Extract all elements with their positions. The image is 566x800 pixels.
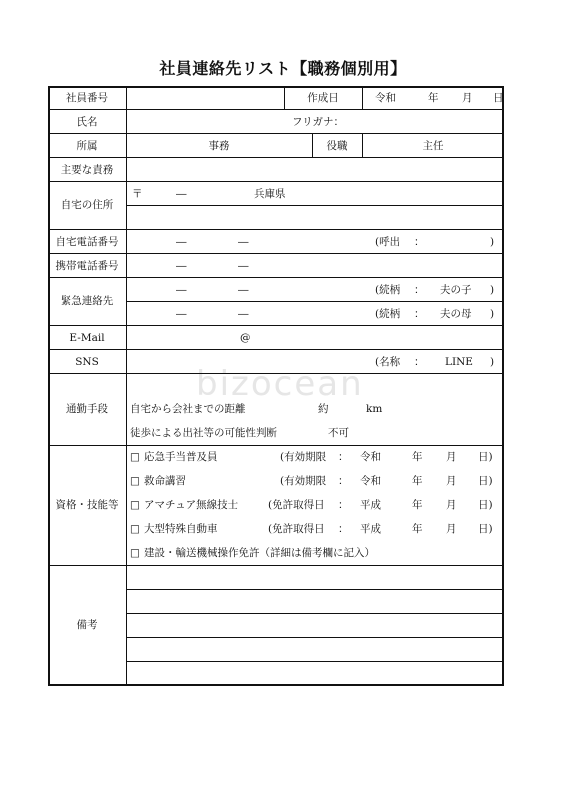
- qualification-era: 令和: [360, 475, 381, 487]
- qualification-kind: (有効期限: [280, 475, 327, 487]
- email-label: E-Mail: [69, 332, 105, 344]
- created-month: 月: [462, 92, 473, 104]
- home-phone-label: 自宅電話番号: [55, 236, 119, 248]
- department-value: 事務: [208, 140, 230, 152]
- qualification-month: 月: [446, 523, 457, 535]
- contact-form-table: [48, 86, 504, 686]
- row-line: [126, 205, 504, 206]
- row-line: [126, 589, 504, 590]
- row-line: [48, 229, 504, 230]
- qualification-year: 年: [412, 475, 423, 487]
- main-duty-label: 主要な責務: [60, 164, 114, 176]
- position-label: 役職: [326, 140, 348, 152]
- qualification-kind: (有効期限: [280, 451, 327, 463]
- qualification-month: 月: [446, 475, 457, 487]
- relation-paren-close: ): [490, 308, 495, 320]
- page-title: 社員連絡先リスト【職務個別用】: [159, 59, 407, 78]
- qualification-day: 日): [478, 451, 493, 463]
- phone-dash: ―: [238, 284, 249, 296]
- row-line: [126, 661, 504, 662]
- qualification-colon: ：: [338, 499, 349, 511]
- furigana-label: フリガナ：: [292, 116, 344, 128]
- qualification-era: 令和: [360, 451, 381, 463]
- relation-colon: ：: [414, 308, 425, 320]
- created-year: 年: [428, 92, 439, 104]
- relation-colon: ：: [414, 284, 425, 296]
- row-line: [48, 157, 504, 158]
- sns-colon: ：: [414, 356, 425, 368]
- postal-mark: 〒: [132, 188, 143, 200]
- phone-dash: ―: [176, 260, 187, 272]
- row-line: [48, 133, 504, 134]
- qualification-month: 月: [446, 499, 457, 511]
- row-line: [48, 181, 504, 182]
- qualification-year: 年: [412, 451, 423, 463]
- qualification-year: 年: [412, 523, 423, 535]
- qualification-colon: ：: [338, 475, 349, 487]
- phone-dash: ―: [176, 236, 187, 248]
- qualification-colon: ：: [338, 523, 349, 535]
- row-line: [48, 253, 504, 254]
- qualification-checkbox[interactable]: □: [130, 523, 140, 535]
- created-day: 日: [493, 92, 504, 104]
- qualification-name: 応急手当普及員: [144, 451, 218, 463]
- row-line: [48, 277, 504, 278]
- email-at: @: [240, 332, 251, 344]
- phone-dash: ―: [238, 260, 249, 272]
- watermark: bizocean: [196, 364, 364, 404]
- phone-dash: ―: [238, 236, 249, 248]
- column-line: [126, 86, 127, 686]
- employee-no-label: 社員番号: [66, 92, 108, 104]
- relation-value-2: 夫の母: [440, 308, 472, 320]
- row-line: [126, 301, 504, 302]
- position-value: 主任: [422, 140, 444, 152]
- call-paren-close: ): [490, 236, 495, 248]
- row-line: [126, 613, 504, 614]
- qualification-day: 日): [478, 523, 493, 535]
- sns-name-label: (名称: [375, 356, 401, 368]
- column-line: [362, 86, 363, 109]
- distance-approx: 約: [318, 403, 329, 415]
- sns-value: LINE: [445, 356, 473, 368]
- distance-label: 自宅から会社までの距離: [130, 403, 246, 415]
- qualification-kind: (免許取得日: [268, 499, 325, 511]
- phone-dash: ―: [176, 308, 187, 320]
- qualification-checkbox[interactable]: □: [130, 547, 140, 559]
- row-line: [126, 637, 504, 638]
- qualification-checkbox[interactable]: □: [130, 475, 140, 487]
- qualification-era: 平成: [360, 499, 381, 511]
- sns-label: SNS: [75, 356, 99, 368]
- relation-label: (続柄: [375, 284, 401, 296]
- mobile-phone-label: 携帯電話番号: [55, 260, 119, 272]
- qualification-checkbox[interactable]: □: [130, 499, 140, 511]
- department-label: 所属: [76, 140, 98, 152]
- qualification-era: 平成: [360, 523, 381, 535]
- name-label: 氏名: [76, 116, 98, 128]
- qualification-day: 日): [478, 499, 493, 511]
- row-line: [48, 565, 504, 566]
- phone-dash: ―: [238, 308, 249, 320]
- row-line: [48, 445, 504, 446]
- qualification-kind: (免許取得日: [268, 523, 325, 535]
- sns-paren-close: ): [490, 356, 495, 368]
- row-line: [48, 325, 504, 326]
- commute-label: 通勤手段: [66, 403, 108, 415]
- row-line: [48, 109, 504, 110]
- created-date-label: 作成日: [307, 92, 339, 104]
- qualification-month: 月: [446, 451, 457, 463]
- qualification-year: 年: [412, 499, 423, 511]
- qualification-colon: ：: [338, 451, 349, 463]
- distance-unit: km: [366, 403, 383, 415]
- home-address-label: 自宅の住所: [60, 199, 114, 211]
- qualification-name: アマチュア無線技士: [144, 499, 239, 511]
- qualification-name: 大型特殊自動車: [144, 523, 218, 535]
- relation-value-1: 夫の子: [440, 284, 472, 296]
- remarks-label: 備考: [76, 619, 98, 631]
- qualification-checkbox[interactable]: □: [130, 451, 140, 463]
- walk-value: 不可: [328, 427, 349, 439]
- postal-dash: ―: [176, 188, 187, 200]
- qualifications-label: 資格・技能等: [55, 499, 119, 511]
- qualification-name: 救命講習: [144, 475, 186, 487]
- walk-label: 徒歩による出社等の可能性判断: [130, 427, 277, 439]
- row-line: [48, 349, 504, 350]
- created-era: 令和: [375, 92, 396, 104]
- phone-dash: ―: [176, 284, 187, 296]
- relation-label: (続柄: [375, 308, 401, 320]
- row-line: [48, 373, 504, 374]
- qualification-day: 日): [478, 475, 493, 487]
- emergency-contact-label: 緊急連絡先: [60, 295, 114, 307]
- qualification-name: 建設・輸送機械操作免許（詳細は備考欄に記入）: [144, 547, 375, 559]
- prefecture-value: 兵庫県: [254, 188, 286, 200]
- call-label: (呼出: [375, 236, 401, 248]
- relation-paren-close: ): [490, 284, 495, 296]
- call-colon: ：: [414, 236, 425, 248]
